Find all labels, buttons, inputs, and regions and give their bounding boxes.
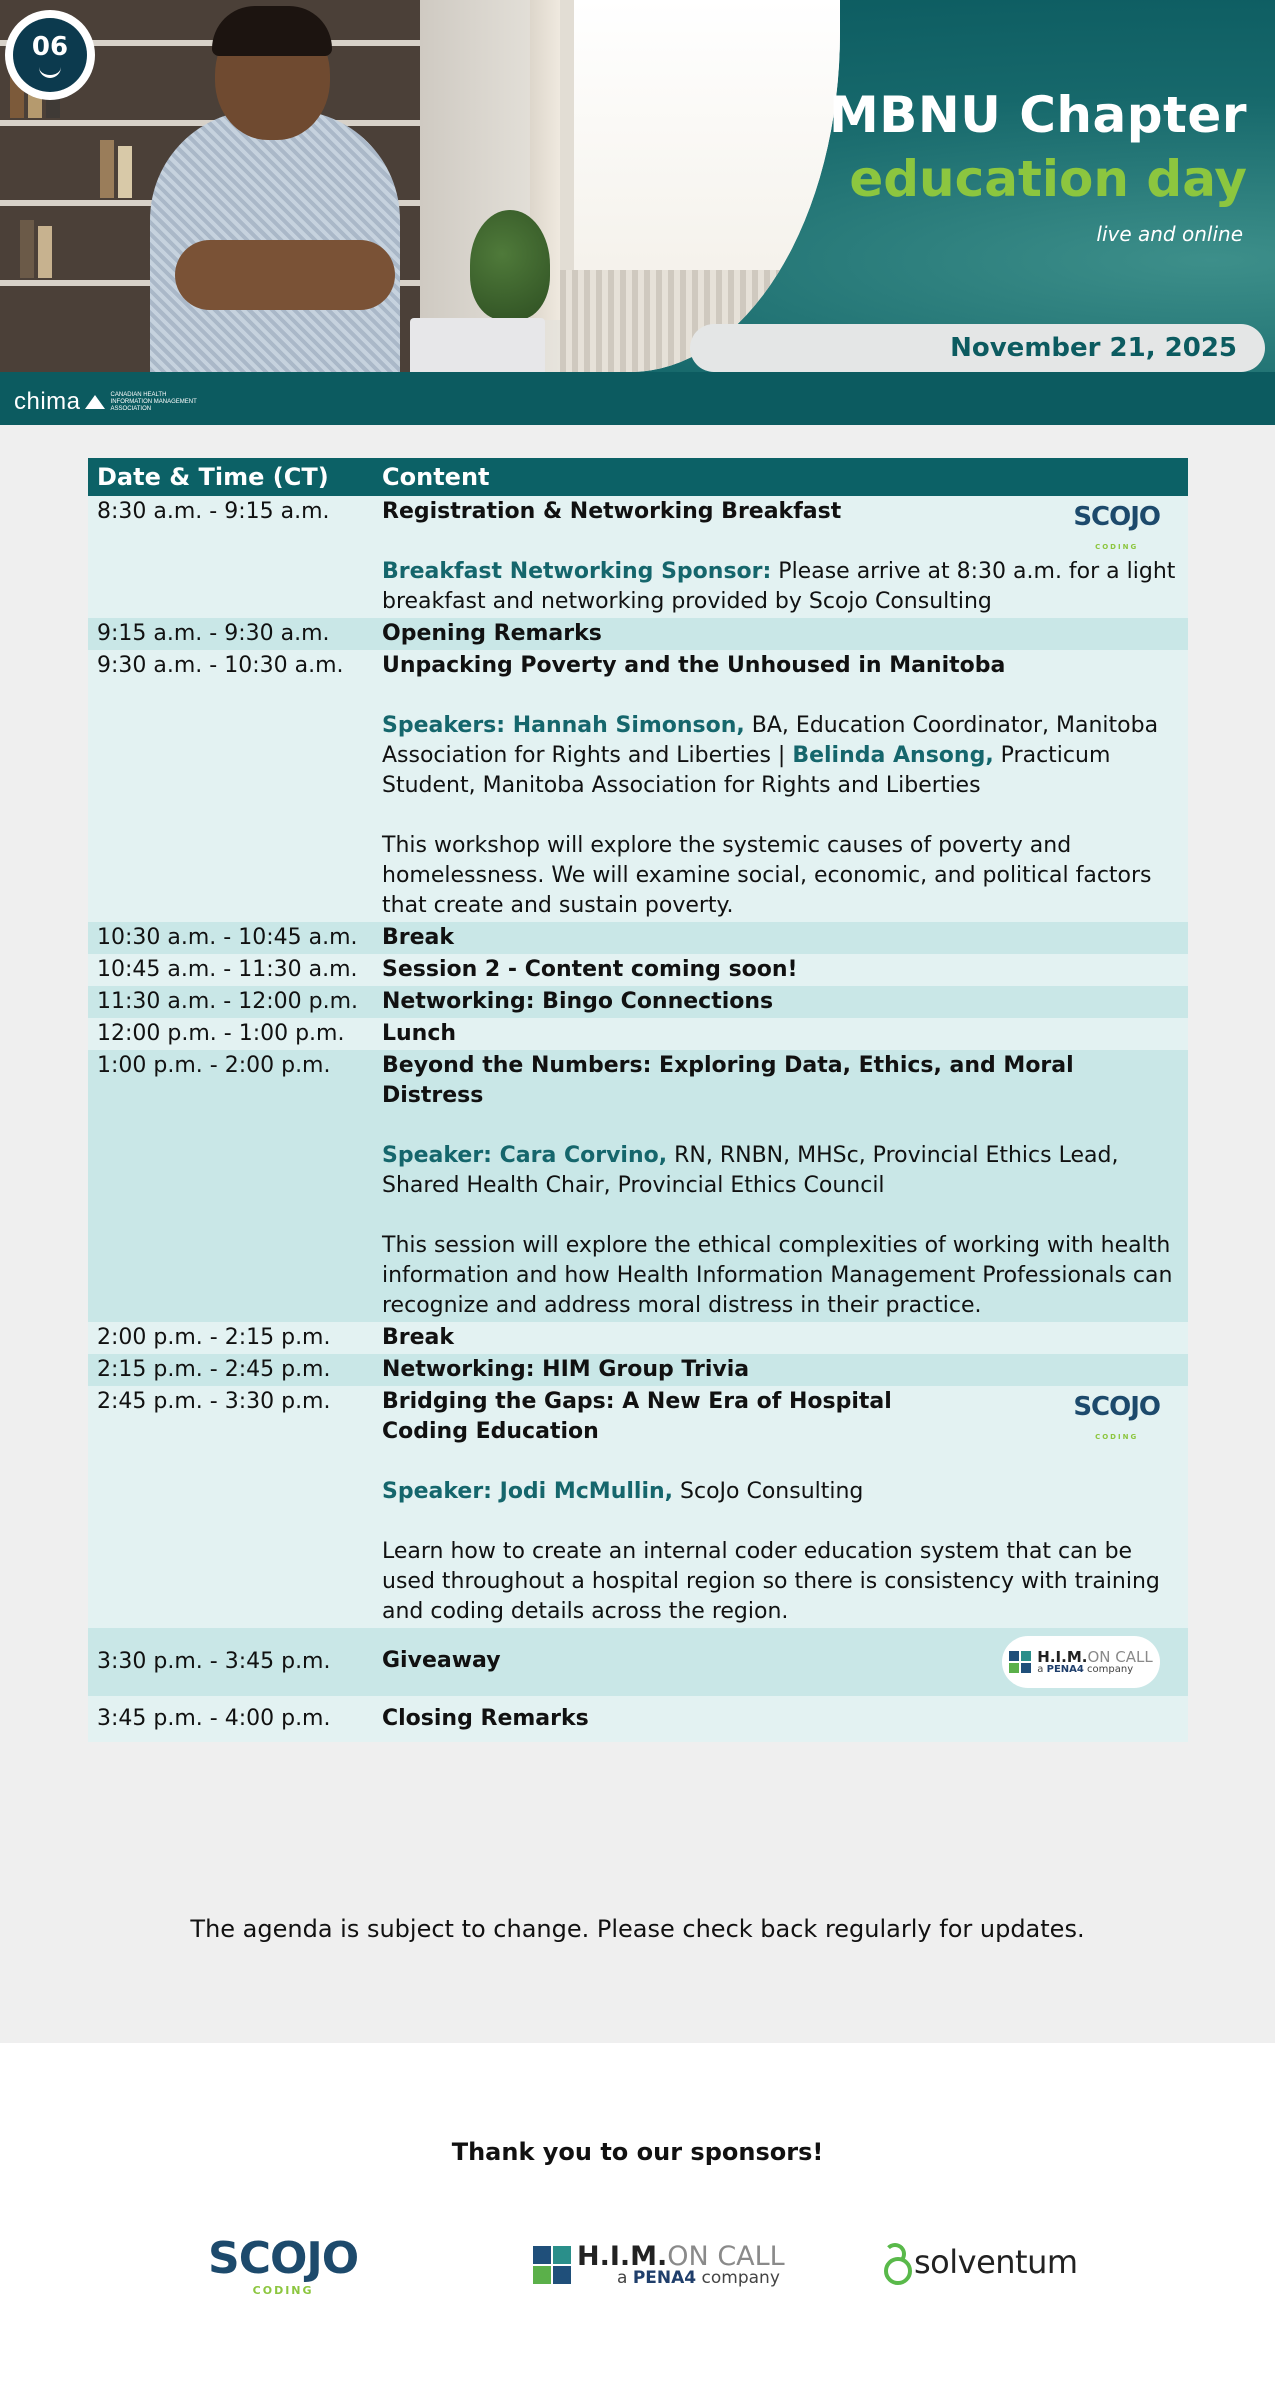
speaker-label: Speaker: Cara Corvino, <box>382 1143 668 1168</box>
agenda-header-row <box>88 458 1188 496</box>
him-sub-company: company <box>701 2268 780 2288</box>
speaker-details: Practicum Student, Manitoba Association for Rights and Liberties <box>382 743 1111 798</box>
row-time: 8:30 a.m. - 9:15 a.m. <box>88 496 373 618</box>
chima-logo <box>14 388 201 416</box>
chima-tagline: CANADIAN HEALTH INFORMATION MANAGEMENT ASSOCIATION <box>110 391 197 412</box>
row-content <box>373 1628 1188 1696</box>
row-title: Beyond the Numbers: Exploring Data, Ethics, and Moral Distress <box>382 1053 1074 1108</box>
agenda-disclaimer: The agenda is subject to change. Please check back regularly for updates. <box>190 1915 1085 1943</box>
him-wordmark-light: ON CALL <box>1087 1647 1153 1666</box>
scojo-wordmark: SCOJO <box>1073 1392 1160 1422</box>
row-title: Lunch <box>382 1021 457 1046</box>
him-on-call-logo <box>1002 1636 1160 1688</box>
sponsor-label: Breakfast Networking Sponsor: <box>382 559 772 584</box>
row-time: 3:30 p.m. - 3:45 p.m. <box>88 1628 373 1696</box>
row-content <box>373 922 1188 954</box>
solventum-sponsor-logo <box>884 2243 1078 2281</box>
agenda-row <box>88 1018 1188 1050</box>
event-title: MBNU Chapter <box>828 86 1247 144</box>
chima-mark-icon <box>85 395 105 409</box>
laptop <box>410 318 545 372</box>
agenda-row <box>88 1322 1188 1354</box>
scojo-logo <box>1073 502 1160 562</box>
sponsors-heading: Thank you to our sponsors! <box>451 2138 824 2166</box>
scojo-wordmark: SCOJO <box>208 2233 359 2284</box>
row-title: Opening Remarks <box>382 621 602 646</box>
row-title: Session 2 - Content coming soon! <box>382 957 798 982</box>
anniversary-badge <box>5 10 95 100</box>
row-time: 3:45 p.m. - 4:00 p.m. <box>88 1696 373 1742</box>
sponsor-description: Please arrive at 8:30 a.m. for a light breakfast and networking provided by Scojo Consulting <box>382 559 1176 614</box>
event-format: live and online <box>1096 222 1243 246</box>
row-time: 2:45 p.m. - 3:30 p.m. <box>88 1386 373 1628</box>
row-content <box>373 1386 1188 1628</box>
row-title: Networking: HIM Group Trivia <box>382 1357 750 1382</box>
row-time: 2:00 p.m. - 2:15 p.m. <box>88 1322 373 1354</box>
row-description: This session will explore the ethical complexities of working with health information and how Health Information Management Professionals can recognize and address moral distress in their practice. <box>382 1233 1173 1318</box>
speaker-label: Speakers: Hannah Simonson, <box>382 713 745 738</box>
speaker-details: BA, Education Coordinator, Manitoba Association for Rights and Liberties | <box>382 713 1159 768</box>
agenda-row <box>88 954 1188 986</box>
row-time: 10:45 a.m. - 11:30 a.m. <box>88 954 373 986</box>
row-content <box>373 986 1188 1018</box>
row-time: 12:00 p.m. - 1:00 p.m. <box>88 1018 373 1050</box>
row-title: Unpacking Poverty and the Unhoused in Manitoba <box>382 653 1006 678</box>
him-on-call-sponsor-logo <box>533 2243 785 2287</box>
person-arms <box>175 240 395 310</box>
row-title: Giveaway <box>382 1648 501 1673</box>
row-content <box>373 496 1188 618</box>
row-content <box>373 650 1188 922</box>
chima-wordmark: chima <box>14 388 81 415</box>
sponsors-section <box>0 2043 1275 2400</box>
row-content <box>373 1322 1188 1354</box>
scojo-tagline: CODING <box>1095 1433 1139 1441</box>
row-title: Break <box>382 925 455 950</box>
row-speakers <box>382 1141 1179 1201</box>
row-time: 9:15 a.m. - 9:30 a.m. <box>88 618 373 650</box>
agenda-row <box>88 1696 1188 1742</box>
him-sub-pena: PENA4 <box>1046 1663 1084 1675</box>
speaker-label: Belinda Ansong, <box>792 743 994 768</box>
agenda-row <box>88 1386 1188 1628</box>
row-sponsor-text <box>382 557 1179 617</box>
agenda-row <box>88 496 1188 618</box>
agenda-row <box>88 1628 1188 1696</box>
row-title: Bridging the Gaps: A New Era of Hospital Coding Education <box>382 1389 892 1444</box>
row-content <box>373 1018 1188 1050</box>
row-time: 2:15 p.m. - 2:45 p.m. <box>88 1354 373 1386</box>
speaker-label: Speaker: Jodi McMullin, <box>382 1479 674 1504</box>
agenda-row <box>88 1354 1188 1386</box>
event-date: November 21, 2025 <box>950 333 1237 363</box>
him-sub-pena: PENA4 <box>632 2268 697 2288</box>
row-content <box>373 618 1188 650</box>
him-mark-icon <box>533 2246 571 2284</box>
plant <box>470 210 550 320</box>
row-title: Closing Remarks <box>382 1706 589 1731</box>
solventum-mark-icon <box>884 2243 906 2281</box>
person-hair <box>212 6 332 56</box>
row-title: Registration & Networking Breakfast <box>382 499 842 524</box>
scojo-tagline: CODING <box>1095 543 1139 551</box>
row-description: Learn how to create an internal coder education system that can be used throughout a hospital region so there is consistency with training and coding details across the region. <box>382 1539 1160 1624</box>
scojo-tagline: CODING <box>252 2284 314 2297</box>
row-time: 11:30 a.m. - 12:00 p.m. <box>88 986 373 1018</box>
row-content <box>373 1354 1188 1386</box>
row-speakers <box>382 1477 1179 1507</box>
event-date-pill <box>690 324 1265 372</box>
column-header-content: Content <box>373 458 1188 496</box>
row-content <box>373 954 1188 986</box>
scojo-sponsor-logo <box>208 2233 358 2297</box>
him-mark-icon <box>1009 1651 1031 1673</box>
him-sub-company: company <box>1087 1663 1134 1675</box>
him-sub-a: a <box>1037 1663 1044 1675</box>
badge-leaf-icon <box>39 63 61 78</box>
row-description: This workshop will explore the systemic causes of poverty and homelessness. We will examine social, economic, and political factors that create and sustain poverty. <box>382 833 1152 918</box>
agenda-row <box>88 650 1188 922</box>
row-time: 10:30 a.m. - 10:45 a.m. <box>88 922 373 954</box>
row-speakers <box>382 711 1179 801</box>
speaker-details: ScoJo Consulting <box>673 1479 864 1504</box>
row-time: 1:00 p.m. - 2:00 p.m. <box>88 1050 373 1322</box>
agenda-row <box>88 618 1188 650</box>
row-title: Break <box>382 1325 455 1350</box>
him-wordmark-bold: H.I.M. <box>577 2241 668 2272</box>
column-header-time: Date & Time (CT) <box>88 458 373 496</box>
header-photo <box>0 0 840 372</box>
row-title: Networking: Bingo Connections <box>382 989 774 1014</box>
row-time: 9:30 a.m. - 10:30 a.m. <box>88 650 373 922</box>
header-banner <box>0 0 1275 425</box>
him-sub-a: a <box>617 2268 628 2288</box>
scojo-logo <box>1073 1392 1160 1452</box>
scojo-wordmark: SCOJO <box>1073 502 1160 532</box>
agenda-row <box>88 986 1188 1018</box>
agenda-table <box>88 458 1188 1742</box>
him-wordmark-bold: H.I.M. <box>1037 1647 1088 1666</box>
row-content <box>373 1050 1188 1322</box>
agenda-row <box>88 922 1188 954</box>
badge-number: 06 <box>31 31 69 62</box>
agenda-row <box>88 1050 1188 1322</box>
him-wordmark-light: ON CALL <box>667 2241 785 2272</box>
row-content <box>373 1696 1188 1742</box>
window <box>560 0 840 290</box>
solventum-wordmark: solventum <box>914 2243 1078 2281</box>
speaker-details: RN, RNBN, MHSc, Provincial Ethics Lead, Shared Health Chair, Provincial Ethics Council <box>382 1143 1119 1198</box>
event-subtitle: education day <box>849 150 1247 208</box>
